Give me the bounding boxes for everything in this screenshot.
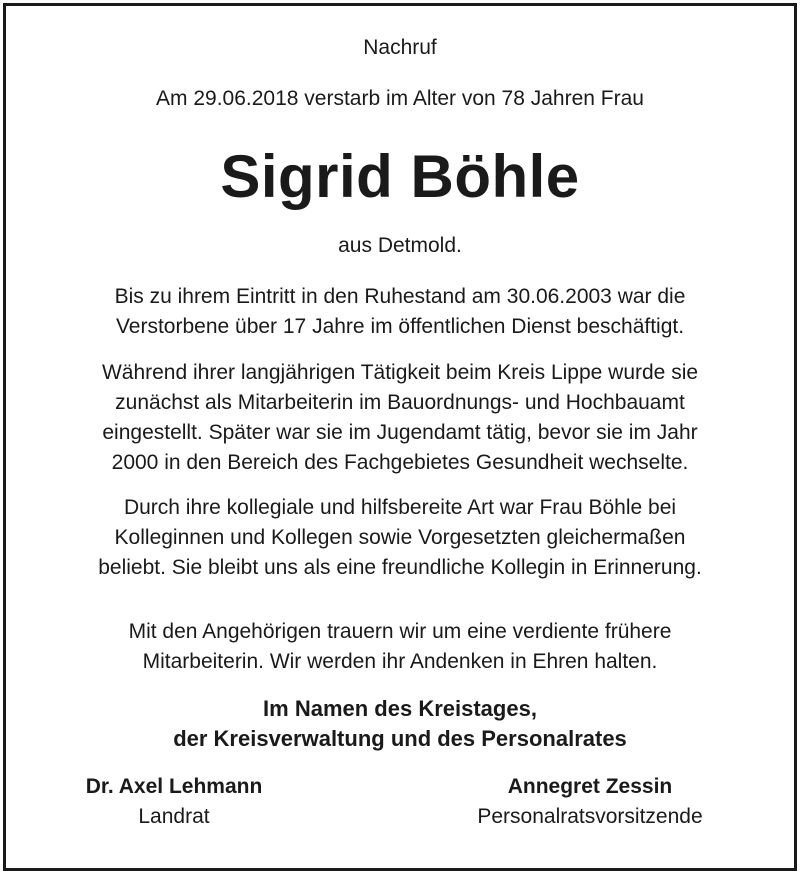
paragraph-line: Verstorbene über 17 Jahre im öffentlichen Dienst beschäftigt. [115, 315, 685, 338]
paragraph-line: Mitarbeiterin. Wir werden ihr Andenken in Ehren halten. [142, 650, 658, 673]
paragraph-line: 2000 in den Bereich des Fachgebietes Gesundheit wechselte. [111, 451, 689, 474]
paragraph-retirement [0, 282, 800, 342]
signatory-title: Landrat [138, 805, 210, 828]
on-behalf-line: der Kreisverwaltung und des Personalrates [173, 726, 627, 751]
paragraph-line: eingestellt. Später war sie im Jugendamt tätig, bevor sie im Jahr [102, 421, 698, 444]
paragraph-line: beliebt. Sie bleibt uns als eine freundliche Kollegin in Erinnerung. [98, 556, 702, 579]
signatory-name: Annegret Zessin [507, 775, 673, 798]
paragraph-line: Bis zu ihrem Eintritt in den Ruhestand am 30.06.2003 war die [114, 285, 686, 308]
deceased-name: Sigrid Böhle [220, 143, 580, 210]
paragraph-line: Während ihrer langjährigen Tätigkeit beim Kreis Lippe wurde sie [101, 361, 699, 384]
signatory-left [52, 772, 296, 832]
on-behalf-block [0, 694, 800, 754]
paragraph-career [0, 358, 800, 478]
origin-line: aus Detmold. [338, 234, 462, 257]
paragraph-mourning [0, 617, 800, 677]
paragraph-line: Kolleginnen und Kollegen sowie Vorgesetzten gleichermaßen [114, 526, 686, 549]
intro-line: Am 29.06.2018 verstarb im Alter von 78 Jahren Frau [156, 87, 644, 110]
notice-heading: Nachruf [363, 36, 437, 59]
paragraph-line: Mit den Angehörigen trauern wir um eine verdiente frühere [128, 620, 672, 643]
signatory-right [448, 772, 732, 832]
paragraph-line: Durch ihre kollegiale und hilfsbereite Art war Frau Böhle bei [123, 496, 677, 519]
signatory-title: Personalratsvorsitzende [477, 805, 703, 828]
paragraph-line: zunächst als Mitarbeiterin im Bauordnungs- und Hochbauamt [115, 391, 685, 414]
signatory-name: Dr. Axel Lehmann [85, 775, 263, 798]
on-behalf-line: Im Namen des Kreistages, [263, 696, 537, 721]
paragraph-character [0, 493, 800, 583]
